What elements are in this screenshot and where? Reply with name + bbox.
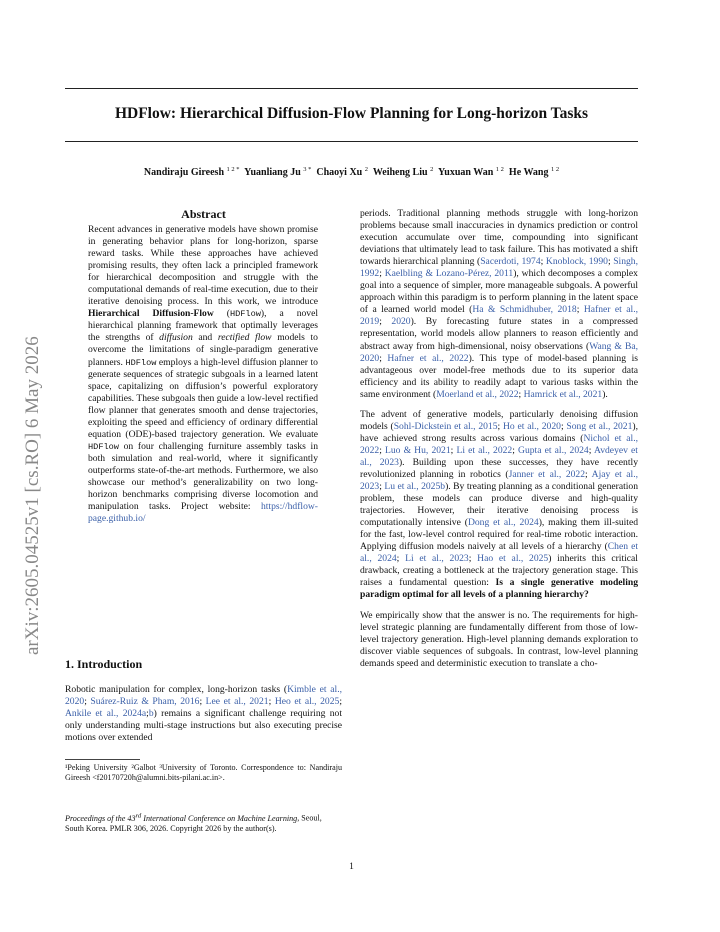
paper-title: HDFlow: Hierarchical Diffusion-Flow Planning for Long-horizon Tasks	[114, 105, 589, 122]
affiliation-footnote: ¹Peking University ²Galbot ³University of Toronto. Correspondence to: Nandiraju Gireesh <f20170720h@alumni.bits-pilani.ac.in>.	[65, 763, 342, 782]
section-heading-introduction: 1. Introduction	[65, 657, 143, 671]
key-question: Is a single generative modeling paradigm optimal for all levels of a planning hierarchy?	[360, 577, 639, 601]
citation-link[interactable]: Lu et al., 2025b	[384, 481, 446, 493]
paragraph: We empirically show that the answer is no. The requirements for high-level strategic planning are fundamentally different from those of low-level trajectory generation. High-level planning demands exploration to discover viable sequences of subgoals. In contrast, low-level planning demands speed and deterministic execution to translate a cho-	[360, 609, 638, 669]
author: Yuxuan Wan $^{1 2}$	[437, 166, 504, 178]
author: Nandiraju Gireesh $^{1 2 *}$	[143, 166, 240, 178]
arxiv-stamp: arXiv:2605.04525v1 [cs.RO] 6 May 2026	[22, 336, 43, 655]
citation-link[interactable]: Suárez-Ruiz & Pham, 2016	[90, 696, 200, 708]
citation-link[interactable]: Li et al., 2022	[456, 444, 513, 456]
citation-link[interactable]: Ankile et al., 2024a	[65, 708, 147, 720]
title-top-rule	[65, 88, 638, 89]
citation-link[interactable]: Gupta et al., 2024	[518, 444, 589, 456]
citation-link[interactable]: Luo & Hu, 2021	[385, 444, 451, 456]
citation-link[interactable]: Avdeyev et al., 2023	[360, 444, 638, 468]
citation-link[interactable]: Ajay et al., 2023	[360, 468, 638, 493]
author-list	[65, 166, 638, 178]
citation-link[interactable]: Ho et al., 2020	[502, 420, 561, 432]
citation-link[interactable]: Nichol et al., 2022	[360, 432, 638, 456]
citation-link[interactable]: Singh, 1992	[360, 256, 638, 280]
abstract-heading: Abstract	[181, 207, 226, 221]
citation-link[interactable]: Janner et al., 2022	[508, 468, 586, 480]
introduction-text: Robotic manipulation for complex, long-horizon tasks (Kimble et al., 2020; Suárez-Ruiz & Pham, 2016; Lee et al., 2021; Heo et al., 2025; Ankile et al., 2024a;b) remains a significant challenge requiring not only understanding multi-stage instructions but also executing precise motions over extended	[65, 684, 343, 744]
author: Chaoyi Xu $^2$	[316, 166, 368, 178]
citation-link[interactable]: Hafner et al., 2022	[387, 352, 469, 364]
project-website-link[interactable]: https://hdflow-page.github.io/	[88, 501, 318, 525]
citation-link[interactable]: Hafner et al., 2019	[360, 304, 638, 328]
citation-link[interactable]: Chen et al., 2024	[360, 541, 638, 565]
citation-link[interactable]: Lee et al., 2021	[205, 696, 269, 708]
citation-link[interactable]: b	[148, 708, 154, 720]
citation-link[interactable]: Ha & Schmidhuber, 2018	[472, 304, 577, 316]
citation-link[interactable]: Sohl-Dickstein et al., 2015	[393, 420, 498, 432]
title-bottom-rule	[65, 141, 638, 142]
citation-link[interactable]: Hamrick et al., 2021	[523, 388, 603, 400]
citation-link[interactable]: 2020	[391, 316, 411, 328]
citation-link[interactable]: Song et al., 2021	[566, 420, 633, 432]
citation-link[interactable]: Hao et al., 2025	[477, 553, 549, 565]
paragraph: periods. Traditional planning methods struggle with long-horizon problems because small inaccuracies in dynamics prediction or control execution accumulate over time, compounding into significant deviations that ultimately lead to task failure. This has motivated a shift towards hierarchical planning (Sacerdoti, 1974; Knoblock, 1990; Singh, 1992; Kaelbling & Lozano-Pérez, 2011), which decomposes a complex goal into a sequence of simpler, more manageable subgoals. A powerful approach within this paradigm is to perform planning in the latent space of a learned world model (Ha & Schmidhuber, 2018; Hafner et al., 2019; 2020). By forecasting future states in a compressed representation, world models allow planners to reason efficiently and abstract away from high-dimensional, noisy observations (Wang & Ba, 2020; Hafner et al., 2022). This type of model-based planning is advantageous over model-free methods due to its superior data efficiency and its ability to readily adapt to various tasks within the same environment (Moerland et al., 2022; Hamrick et al., 2021).	[360, 208, 639, 400]
citation-link[interactable]: Sacerdoti, 1974	[480, 256, 541, 268]
citation-link[interactable]: Dong et al., 2024	[467, 517, 539, 529]
citation-link[interactable]: Kaelbling & Lozano-Pérez, 2011	[384, 268, 514, 280]
author: He Wang $^{1 2}$	[508, 166, 560, 178]
page-number: 1	[349, 862, 354, 872]
citation-link[interactable]: Kimble et al., 2020	[65, 684, 343, 708]
citation-link[interactable]: Moerland et al., 2022	[436, 388, 519, 400]
abstract-body: Recent advances in generative models have shown promise in generating behavior plans for long-horizon, sparse reward tasks. While these approaches have achieved promising results, they often lack a principled framework for hierarchical decomposition and struggle with the computational demands of real-time execution, due to their iterative denoising process. In this work, we introduce Hierarchical Diffusion-Flow (HDFlow), a novel hierarchical planning framework that optimally leverages the strengths of diffusion and rectified flow models to overcome the limitations of single-paradigm generative planners. HDFlow employs a high-level diffusion planner to generate sequences of strategic subgoals in a learned latent space, capitalizing on diffusion’s powerful exploratory capabilities. These subgoals then guide a low-level rectified flow planner that generates smooth and dense trajectories, exploiting the speed and efficiency of ordinary differential equation (ODE)-based trajectory generation. We evaluate HDFlow on four challenging furniture assembly tasks in both simulation and real-world, where it significantly outperforms state-of-the-art methods. Furthermore, we also showcase our method’s generalizability on two long-horizon benchmarks comprising diverse locomotion and manipulation tasks. Project website: https://hdflow-page.github.io/	[88, 224, 319, 525]
citation-link[interactable]: Heo et al., 2025	[274, 696, 340, 708]
citation-link[interactable]: Li et al., 2023	[405, 553, 469, 565]
citation-link[interactable]: Wang & Ba, 2020	[360, 340, 639, 364]
paragraph: The advent of generative models, particularly denoising diffusion models (Sohl-Dickstein et al., 2015; Ho et al., 2020; Song et al., 2021), have achieved strong results across various domains (Nichol et al., 2022; Luo & Hu, 2021; Li et al., 2022; Gupta et al., 2024; Avdeyev et al., 2023). Building upon these successes, they have recently revolutionized planning in robotics (Janner et al., 2022; Ajay et al., 2023; Lu et al., 2025b). By treating planning as a conditional generation problem, these models can produce diverse and high-quality trajectories. However, their iterative denoising process is computationally intensive (Dong et al., 2024), making them ill-suited for the fast, low-level control required for real-time robotic interaction. Applying diffusion models naively at all levels of a hierarchy (Chen et al., 2024; Li et al., 2023; Hao et al., 2025) inherits this critical drawback, creating a bottleneck at the trajectory generation stage. This raises a fundamental question: Is a single generative modeling paradigm optimal for all levels of a planning hierarchy?	[360, 408, 639, 601]
citation-link[interactable]: Knoblock, 1990	[545, 256, 608, 268]
author: Weiheng Liu $^2$	[372, 166, 434, 178]
proceedings-note: Proceedings of the 43rd International Conference on Machine Learning, Seoul, South Korea. PMLR 306, 2026. Copyright 2026 by the author(s).	[65, 812, 322, 833]
right-column-text	[360, 208, 638, 670]
author: Yuanliang Ju $^{3 *}$	[244, 166, 312, 178]
footnote-rule	[65, 759, 140, 760]
